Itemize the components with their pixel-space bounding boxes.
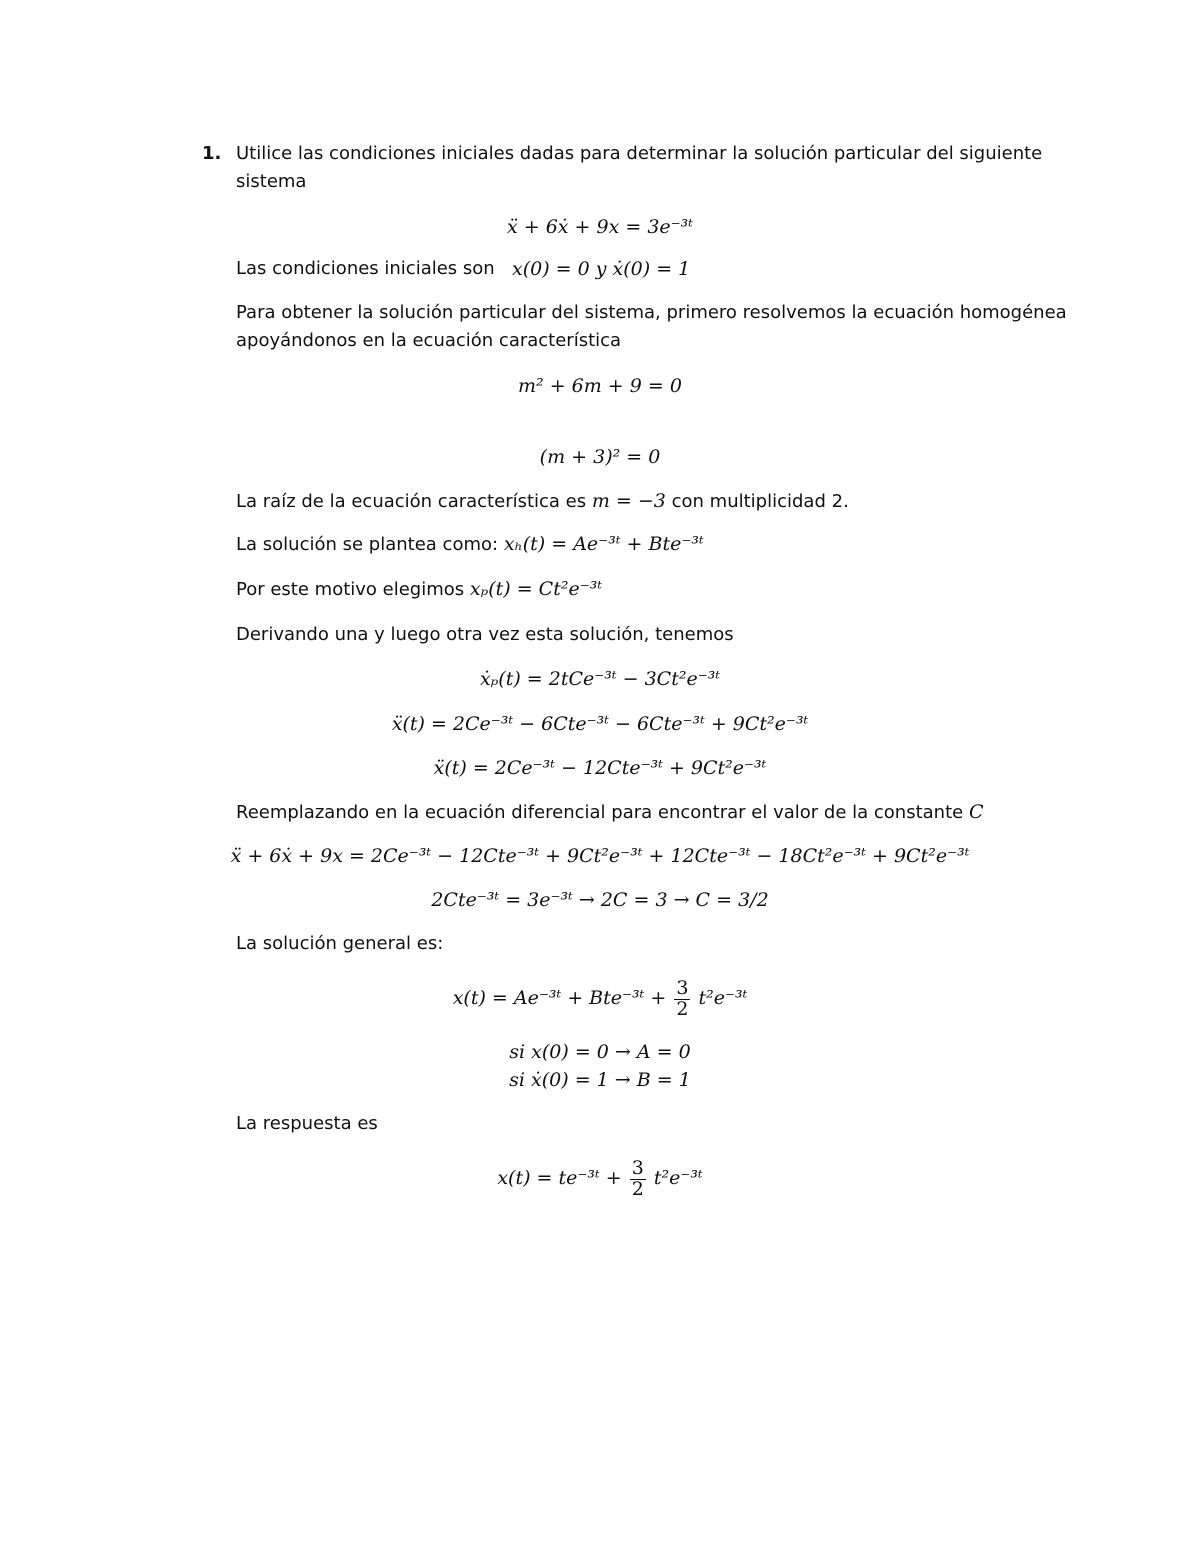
problem-number [202, 143, 221, 165]
homogeneous-line [236, 533, 704, 556]
answer-fraction-numerator: 3 [631, 1156, 644, 1179]
root-suffix: con multiplicidad 2. [671, 491, 849, 512]
answer-equation [0, 1154, 1200, 1202]
root-value: m = −3 [591, 490, 666, 512]
first-derivative: ẋₚ(t) = 2tCe⁻³ᵗ − 3Ct²e⁻³ᵗ [479, 668, 721, 690]
homogeneous-text: La solución se plantea como: [236, 534, 499, 555]
condition-one: si x(0) = 0 → A = 0 [509, 1041, 691, 1063]
factored-equation: (m + 3)² = 0 [539, 446, 661, 468]
substitution-equation: ẍ + 6ẋ + 9x = 2Ce⁻³ᵗ − 12Cte⁻³ᵗ + 9Ct²e⁻³ᵗ + 12Cte⁻³ᵗ − 18Ct²e⁻³ᵗ + 9Ct²e⁻³ᵗ [230, 845, 970, 867]
general-solution-lhs: x(t) = Ae⁻³ᵗ + Bte⁻³ᵗ + [452, 987, 667, 1009]
derivation-text: Derivando una y luego otra vez esta solución, tenemos [236, 624, 734, 645]
root-text: La raíz de la ecuación característica es [236, 491, 587, 512]
root-line [236, 490, 849, 513]
answer-fraction [630, 1156, 646, 1200]
characteristic-equation: m² + 6m + 9 = 0 [518, 375, 682, 397]
replace-text: Reemplazando en la ecuación diferencial para encontrar el valor de la constante [236, 802, 964, 823]
condition-two: si ẋ(0) = 1 → B = 1 [509, 1069, 691, 1091]
particular-value: xₚ(t) = Ct²e⁻³ᵗ [469, 578, 603, 600]
problem-number-label: 1. [202, 143, 222, 164]
second-derivative: ẍ(t) = 2Ce⁻³ᵗ − 6Cte⁻³ᵗ − 6Cte⁻³ᵗ + 9Ct²e⁻³ᵗ [391, 713, 809, 735]
replace-constant: C [968, 801, 984, 823]
problem-statement-line2: sistema [236, 171, 307, 192]
answer-lhs: x(t) = te⁻³ᵗ + [497, 1167, 622, 1189]
general-solution-equation [0, 974, 1200, 1022]
general-fraction-denominator: 2 [676, 997, 689, 1020]
second-derivative-simplified: ẍ(t) = 2Ce⁻³ᵗ − 12Cte⁻³ᵗ + 9Ct²e⁻³ᵗ [433, 757, 767, 779]
answer-fraction-denominator: 2 [631, 1177, 644, 1200]
initial-conditions-label: Las condiciones iniciales son [236, 258, 495, 279]
answer-label: La respuesta es [236, 1113, 378, 1134]
replace-line [236, 801, 983, 824]
homogeneous-value: xₕ(t) = Ae⁻³ᵗ + Bte⁻³ᵗ [503, 533, 704, 555]
general-solution-fraction [674, 976, 690, 1020]
paragraph-line2: apoyándonos en la ecuación característica [236, 330, 622, 351]
solve-constant-equation: 2Cte⁻³ᵗ = 3e⁻³ᵗ → 2C = 3 → C = 3/2 [431, 889, 769, 911]
particular-line [236, 578, 602, 601]
answer-rhs: t²e⁻³ᵗ [653, 1167, 703, 1189]
ode-equation: ẍ + 6ẋ + 9x = 3e⁻³ᵗ [507, 216, 693, 238]
general-solution-label: La solución general es: [236, 933, 444, 954]
problem-statement-line1: Utilice las condiciones iniciales dadas para determinar la solución particular del siguiente [236, 143, 1043, 164]
general-fraction-numerator: 3 [676, 976, 689, 999]
general-solution-rhs: t²e⁻³ᵗ [698, 987, 748, 1009]
paragraph-line1: Para obtener la solución particular del sistema, primero resolvemos la ecuación homogénea [236, 302, 1067, 323]
particular-text: Por este motivo elegimos [236, 579, 465, 600]
initial-conditions-value: x(0) = 0 y ẋ(0) = 1 [512, 258, 691, 280]
